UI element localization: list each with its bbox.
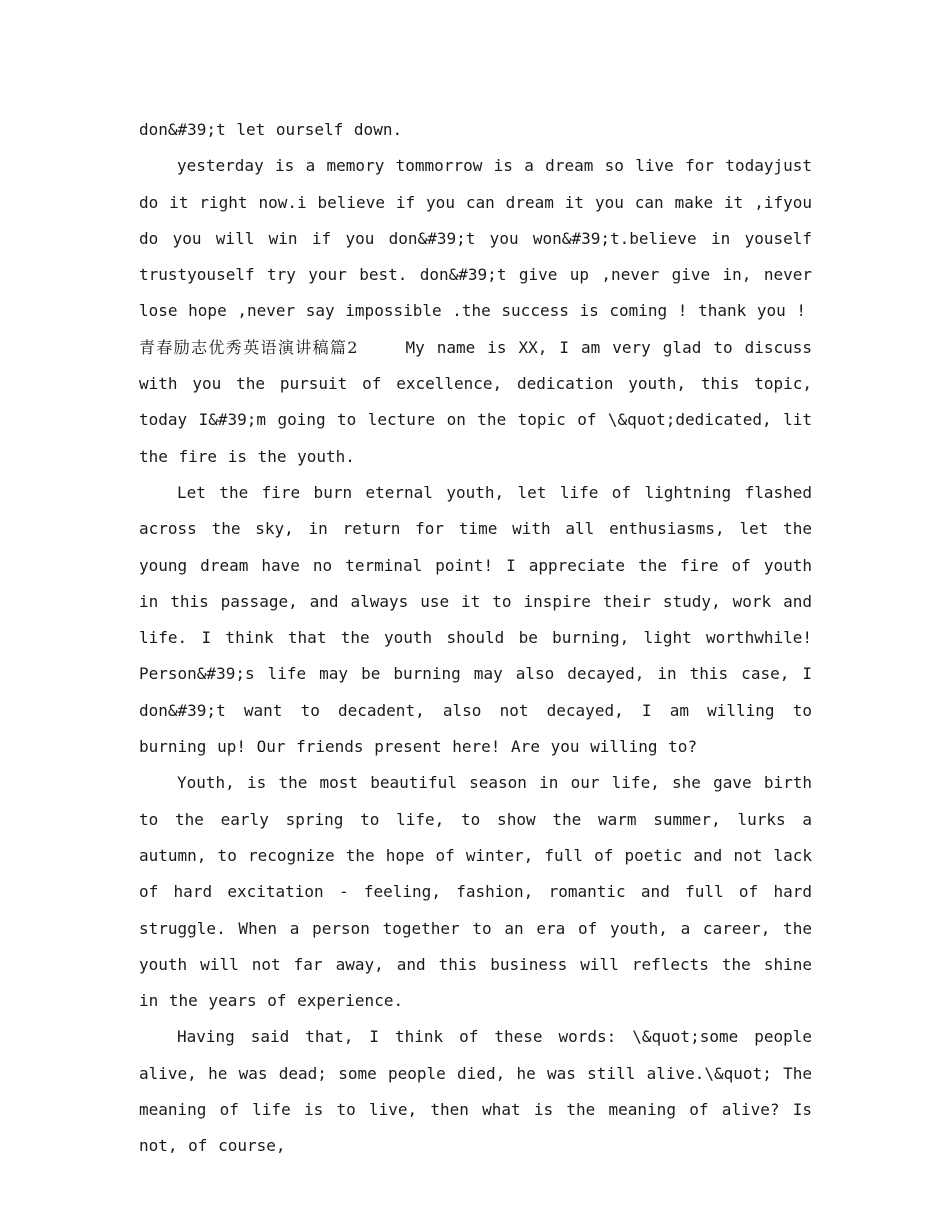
paragraph-2-text: yesterday is a memory tommorrow is a dream so live for todayjust do it right now.i believe if you can dream it you can make it ,ifyou do you will win if you don&#39;t you won&#39;t.believe in youself trustyouself try your best. don&#39;t give up ,never give in, never lose hope ,never say impossible .the success is coming ! thank you ! (139, 156, 812, 321)
paragraph-5 (139, 765, 812, 1019)
paragraph-4-text: Let the fire burn eternal youth, let life of lightning flashed across the sky, in return for time with all enthusiasms, let the young dream have no terminal point! I appreciate the fire of youth in this passage, and always use it to inspire their study, work and life. I think that the youth should be burning, light worthwhile! Person&#39;s life may be burning may also decayed, in this case, I don&#39;t want to decadent, also not decayed, I am willing to burning up! Our friends present here! Are you willing to? (139, 482, 812, 757)
paragraph-1 (139, 112, 812, 148)
document-page (139, 112, 812, 1165)
paragraph-4 (139, 475, 812, 765)
paragraph-3-text: My name is XX, I am very glad to discuss with you the pursuit of excellence, dedication youth, this topic, today I&#39;m going to lecture on the topic of \&quot;dedicated, lit the fire is the youth. (139, 337, 813, 466)
paragraph-3 (139, 330, 812, 475)
paragraph-5-text: Youth, is the most beautiful season in our life, she gave birth to the early spring to life, to show the warm summer, lurks a autumn, to recognize the hope of winter, full of poetic and not lack of hard excitation - feeling, fashion, romantic and full of hard struggle. When a person together to an era of youth, a career, the youth will not far away, and this business will reflects the shine in the years of experience. (139, 773, 812, 1011)
section-heading: 青春励志优秀英语演讲稿篇2 (139, 337, 358, 357)
paragraph-6 (139, 1019, 812, 1164)
paragraph-1-text: don&#39;t let ourself down. (139, 120, 403, 139)
paragraph-6-text: Having said that, I think of these words: \&quot;some people alive, he was dead; some people died, he was still alive.\&quot; The meaning of life is to live, then what is the meaning of alive? Is not, of course, (139, 1027, 812, 1156)
paragraph-2 (139, 148, 812, 329)
